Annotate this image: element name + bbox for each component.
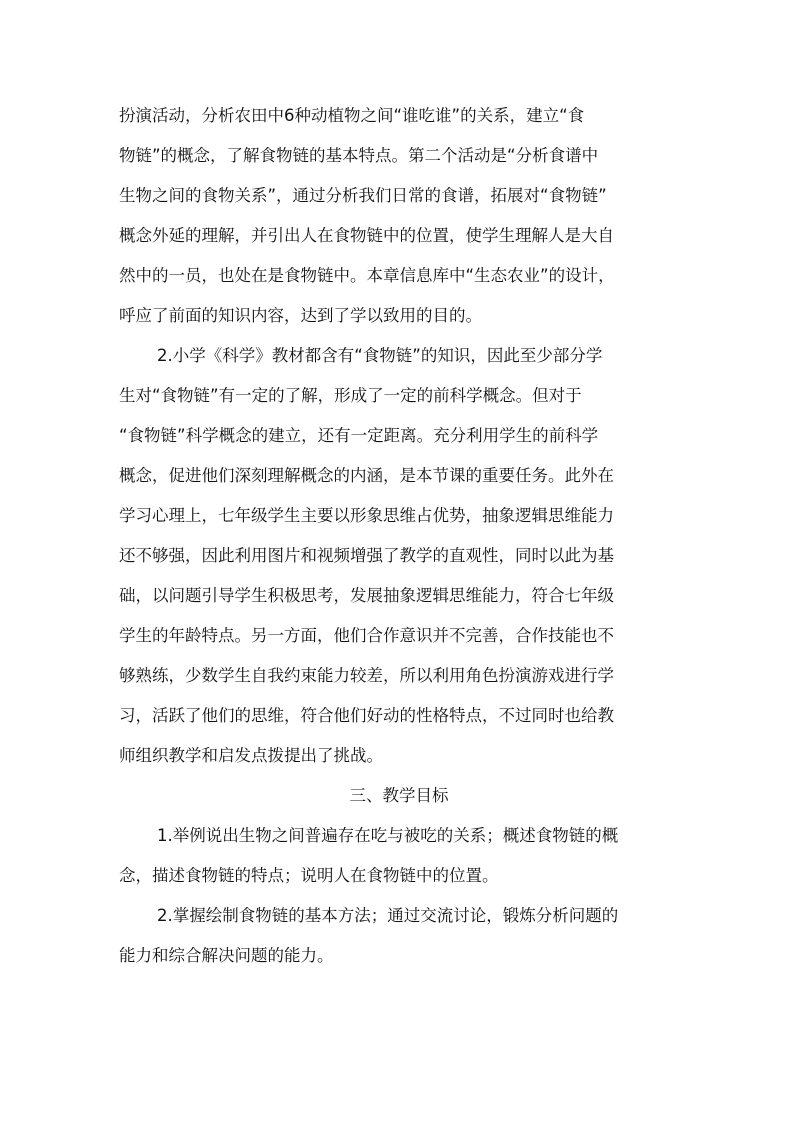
text-line: “食物链”科学概念的建立，还有一定距离。充分利用学生的前科学 [119,426,599,445]
text-line: 生对“食物链”有一定的了解，形成了一定的前科学概念。但对于 [119,386,582,405]
text-line: 1.举例说出生物之间普遍存在吃与被吃的关系；概述食物链的概 [157,826,619,845]
text-line: 学习心理上，七年级学生主要以形象思维占优势，抽象逻辑思维能力 [119,506,614,525]
text-line: 概念外延的理解，并引出人在食物链中的位置，使学生理解人是大自 [119,226,614,245]
text-line: 呼应了前面的知识内容，达到了学以致用的目的。 [119,306,482,325]
paragraph-activity-description [119,96,679,336]
text-line: 生物之间的食物关系”，通过分析我们日常的食谱，拓展对“食物链” [119,186,607,205]
paragraph-student-analysis [119,336,679,776]
text-line: 能力和综合解决问题的能力。 [119,946,334,965]
text-line: 学生的年龄特点。另一方面，他们合作意识并不完善，合作技能也不 [119,626,614,645]
text-line: 扮演活动，分析农田中6种动植物之间“谁吃谁”的关系，建立“食 [119,106,585,125]
text-line: 2.掌握绘制食物链的基本方法；通过交流讨论，锻炼分析问题的 [157,906,619,925]
section-heading: 三、教学目标 [349,786,449,805]
text-line: 够熟练，少数学生自我约束能力较差，所以利用角色扮演游戏进行学 [119,666,614,685]
text-line: 还不够强，因此利用图片和视频增强了教学的直观性，同时以此为基 [119,546,614,565]
text-line: 念，描述食物链的特点；说明人在食物链中的位置。 [119,866,499,885]
text-line: 师组织教学和启发点拨提出了挑战。 [119,746,383,765]
paragraph-objective-2 [119,896,679,976]
paragraph-objective-1 [119,816,679,896]
document-body [119,96,679,976]
text-line: 然中的一员，也处在是食物链中。本章信息库中“生态农业”的设计， [119,266,615,285]
text-line: 物链”的概念，了解食物链的基本特点。第二个活动是“分析食谱中 [119,146,599,165]
text-line: 础，以问题引导学生积极思考，发展抽象逻辑思维能力，符合七年级 [119,586,614,605]
text-line: 概念，促进他们深刻理解概念的内涵，是本节课的重要任务。此外在 [119,466,614,485]
text-line: 2.小学《科学》教材都含有“食物链”的知识，因此至少部分学 [157,346,603,365]
text-line: 习，活跃了他们的思维，符合他们好动的性格特点，不过同时也给教 [119,706,614,725]
